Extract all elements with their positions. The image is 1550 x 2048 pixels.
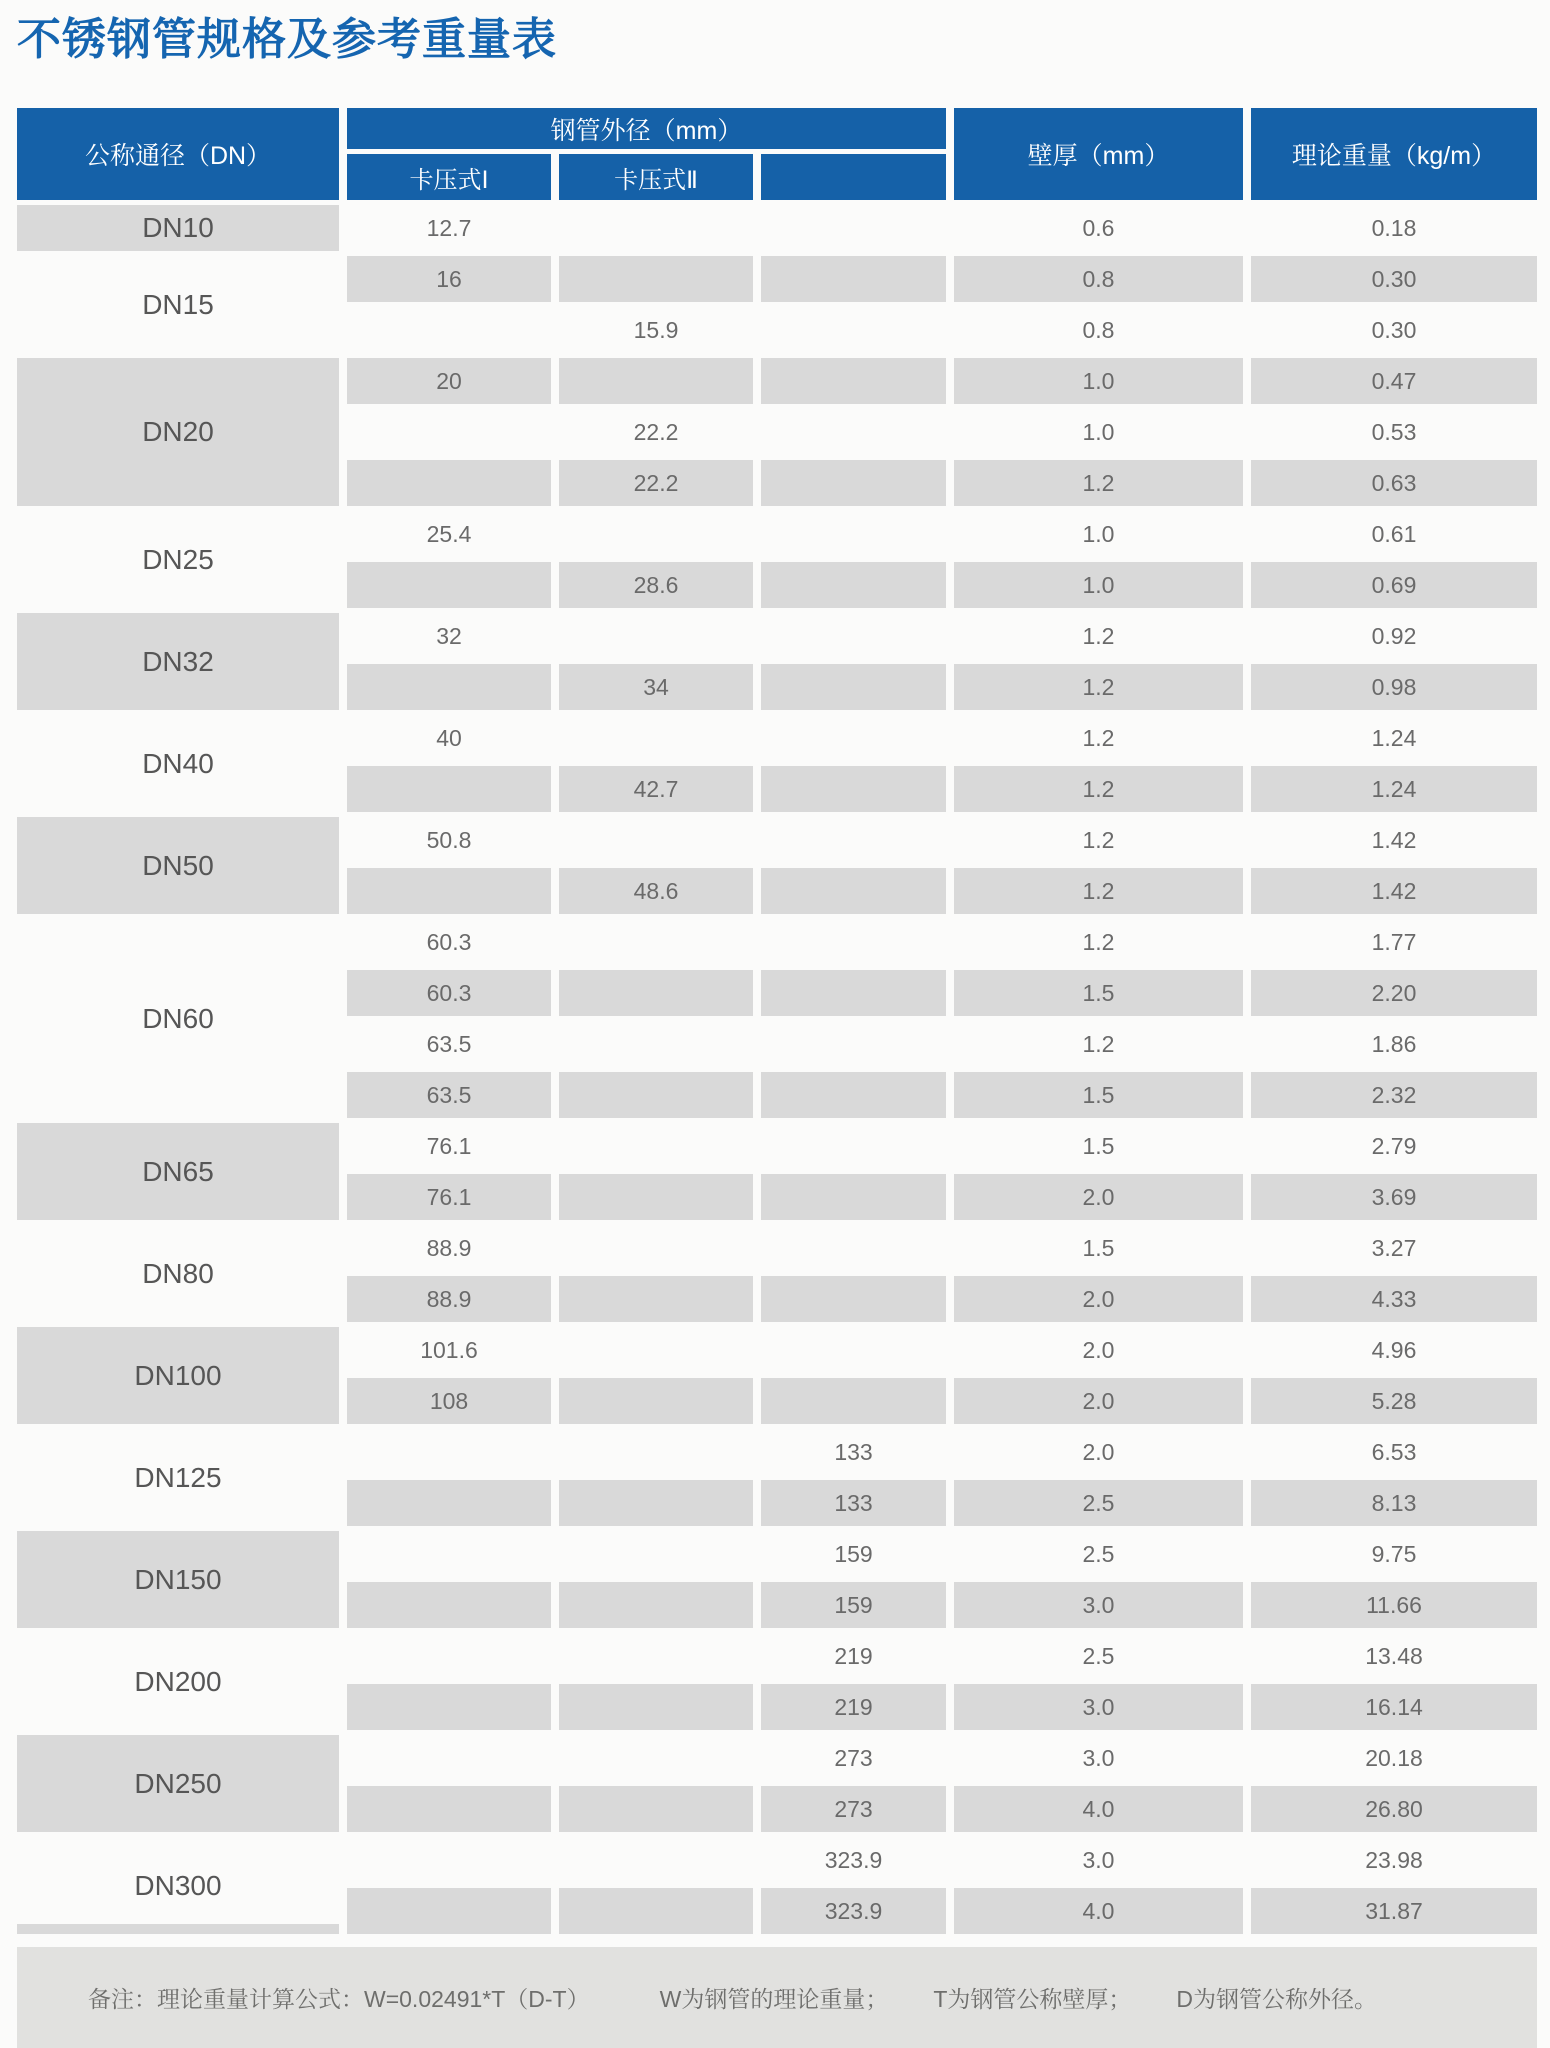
empty-cell bbox=[559, 1225, 753, 1271]
empty-cell bbox=[761, 562, 946, 608]
header-wall-thickness: 壁厚（mm） bbox=[954, 108, 1243, 200]
od-value: 48.6 bbox=[559, 868, 753, 914]
empty-cell bbox=[761, 664, 946, 710]
empty-cell bbox=[347, 460, 551, 506]
empty-cell bbox=[347, 409, 551, 455]
thickness-value: 1.0 bbox=[954, 562, 1243, 608]
empty-cell bbox=[559, 970, 753, 1016]
thickness-value: 2.0 bbox=[1082, 1438, 1115, 1465]
weight-value: 23.98 bbox=[1365, 1846, 1423, 1873]
od-value: 34 bbox=[559, 664, 753, 710]
page-title: 不锈钢管规格及参考重量表 bbox=[17, 15, 557, 64]
note-d-definition: D为钢管公称外径。 bbox=[1176, 1986, 1378, 2012]
weight-value: 1.86 bbox=[1371, 1030, 1417, 1057]
weight-value: 2.79 bbox=[1371, 1132, 1417, 1159]
empty-cell bbox=[559, 613, 753, 659]
footer-note bbox=[17, 1947, 1537, 2048]
weight-value: 0.47 bbox=[1251, 358, 1537, 404]
od-value: 101.6 bbox=[420, 1336, 478, 1363]
thickness-value: 3.0 bbox=[1082, 1744, 1115, 1771]
thickness-value: 2.0 bbox=[954, 1276, 1243, 1322]
weight-value: 0.53 bbox=[1371, 418, 1417, 445]
od-value: 25.4 bbox=[426, 520, 472, 547]
empty-cell bbox=[559, 205, 753, 251]
weight-value: 3.27 bbox=[1371, 1234, 1417, 1261]
thickness-value: 1.2 bbox=[954, 868, 1243, 914]
empty-cell bbox=[761, 1072, 946, 1118]
empty-cell bbox=[347, 1633, 551, 1679]
od-value: 63.5 bbox=[426, 1030, 472, 1057]
od-value: 60.3 bbox=[426, 928, 472, 955]
empty-cell bbox=[559, 1735, 753, 1781]
empty-cell bbox=[761, 970, 946, 1016]
empty-cell bbox=[761, 1378, 946, 1424]
od-value: 219 bbox=[761, 1684, 946, 1730]
od-value: 60.3 bbox=[347, 970, 551, 1016]
od-value: 32 bbox=[436, 622, 462, 649]
empty-cell bbox=[761, 460, 946, 506]
weight-value: 2.20 bbox=[1251, 970, 1537, 1016]
empty-cell bbox=[559, 1072, 753, 1118]
note-w-definition: W为钢管的理论重量； bbox=[659, 1986, 889, 2012]
dn-cell-dn125: DN125 bbox=[134, 1461, 222, 1493]
empty-cell bbox=[761, 919, 946, 965]
thickness-value: 2.5 bbox=[1082, 1540, 1115, 1567]
thickness-value: 1.5 bbox=[1082, 1132, 1115, 1159]
empty-cell bbox=[559, 511, 753, 557]
empty-cell bbox=[761, 1123, 946, 1169]
empty-cell bbox=[347, 1786, 551, 1832]
thickness-value: 2.5 bbox=[1082, 1642, 1115, 1669]
od-value: 16 bbox=[347, 256, 551, 302]
thickness-value: 1.5 bbox=[954, 1072, 1243, 1118]
od-value: 22.2 bbox=[559, 460, 753, 506]
dn-cell-dn300: DN300 bbox=[17, 1837, 339, 1934]
weight-value: 0.98 bbox=[1251, 664, 1537, 710]
thickness-value: 2.0 bbox=[954, 1174, 1243, 1220]
thickness-value: 1.0 bbox=[1082, 520, 1115, 547]
thickness-value: 1.5 bbox=[1082, 1234, 1115, 1261]
thickness-value: 1.2 bbox=[1082, 1030, 1115, 1057]
thickness-value: 1.2 bbox=[954, 460, 1243, 506]
thickness-value: 3.0 bbox=[954, 1684, 1243, 1730]
thickness-value: 1.2 bbox=[1082, 622, 1115, 649]
empty-cell bbox=[761, 1174, 946, 1220]
od-value: 40 bbox=[436, 724, 462, 751]
header-nominal-diameter: 公称通径（DN） bbox=[17, 108, 339, 200]
dn-cell-dn250: DN250 bbox=[17, 1735, 339, 1832]
od-value: 88.9 bbox=[347, 1276, 551, 1322]
weight-value: 13.48 bbox=[1365, 1642, 1423, 1669]
empty-cell bbox=[761, 1276, 946, 1322]
empty-cell bbox=[559, 715, 753, 761]
dn-cell-dn60: DN60 bbox=[142, 1002, 214, 1034]
header-press-type-2: 卡压式Ⅱ bbox=[559, 154, 753, 200]
od-value: 28.6 bbox=[559, 562, 753, 608]
empty-cell bbox=[761, 511, 946, 557]
weight-value: 4.33 bbox=[1251, 1276, 1537, 1322]
dn-cell-dn100: DN100 bbox=[17, 1327, 339, 1424]
empty-cell bbox=[347, 1480, 551, 1526]
weight-value: 5.28 bbox=[1251, 1378, 1537, 1424]
od-value: 76.1 bbox=[347, 1174, 551, 1220]
empty-cell bbox=[559, 1888, 753, 1934]
od-value: 63.5 bbox=[347, 1072, 551, 1118]
header-sub-blank bbox=[761, 154, 946, 200]
thickness-value: 1.0 bbox=[1082, 418, 1115, 445]
thickness-value: 1.5 bbox=[954, 970, 1243, 1016]
weight-value: 2.32 bbox=[1251, 1072, 1537, 1118]
dn-cell-dn40: DN40 bbox=[142, 747, 214, 779]
empty-cell bbox=[761, 409, 946, 455]
od-value: 12.7 bbox=[426, 214, 472, 241]
empty-cell bbox=[559, 1021, 753, 1067]
weight-value: 31.87 bbox=[1251, 1888, 1537, 1934]
empty-cell bbox=[761, 256, 946, 302]
empty-cell bbox=[761, 358, 946, 404]
weight-value: 1.77 bbox=[1371, 928, 1417, 955]
thickness-value: 4.0 bbox=[954, 1888, 1243, 1934]
empty-cell bbox=[347, 1531, 551, 1577]
od-value: 133 bbox=[834, 1438, 873, 1465]
thickness-value: 1.2 bbox=[954, 664, 1243, 710]
od-value: 50.8 bbox=[426, 826, 472, 853]
od-value: 159 bbox=[761, 1582, 946, 1628]
empty-cell bbox=[761, 205, 946, 251]
thickness-value: 1.2 bbox=[954, 766, 1243, 812]
empty-cell bbox=[559, 358, 753, 404]
weight-value: 4.96 bbox=[1371, 1336, 1417, 1363]
thickness-value: 1.2 bbox=[1082, 928, 1115, 955]
empty-cell bbox=[761, 1021, 946, 1067]
dn-cell-dn32: DN32 bbox=[17, 613, 339, 710]
thickness-value: 0.8 bbox=[1082, 316, 1115, 343]
weight-value: 26.80 bbox=[1251, 1786, 1537, 1832]
empty-cell bbox=[559, 817, 753, 863]
weight-value: 0.18 bbox=[1371, 214, 1417, 241]
od-value: 323.9 bbox=[761, 1888, 946, 1934]
empty-cell bbox=[559, 1786, 753, 1832]
header-press-type-1: 卡压式Ⅰ bbox=[347, 154, 551, 200]
weight-value: 1.24 bbox=[1251, 766, 1537, 812]
dn-cell-dn80: DN80 bbox=[142, 1257, 214, 1289]
weight-value: 11.66 bbox=[1251, 1582, 1537, 1628]
thickness-value: 1.2 bbox=[1082, 826, 1115, 853]
od-value: 20 bbox=[347, 358, 551, 404]
dn-cell-dn20: DN20 bbox=[17, 358, 339, 506]
empty-cell bbox=[559, 1480, 753, 1526]
weight-value: 1.42 bbox=[1371, 826, 1417, 853]
dn-cell-dn25: DN25 bbox=[142, 543, 214, 575]
dn-cell-dn10: DN10 bbox=[17, 205, 339, 251]
empty-cell bbox=[347, 1429, 551, 1475]
empty-cell bbox=[559, 1276, 753, 1322]
od-value: 108 bbox=[347, 1378, 551, 1424]
weight-value: 16.14 bbox=[1251, 1684, 1537, 1730]
empty-cell bbox=[347, 664, 551, 710]
thickness-value: 2.0 bbox=[1082, 1336, 1115, 1363]
empty-cell bbox=[559, 1837, 753, 1883]
od-value: 273 bbox=[834, 1744, 873, 1771]
weight-value: 6.53 bbox=[1371, 1438, 1417, 1465]
od-value: 15.9 bbox=[633, 316, 679, 343]
weight-value: 1.24 bbox=[1371, 724, 1417, 751]
thickness-value: 3.0 bbox=[1082, 1846, 1115, 1873]
empty-cell bbox=[347, 562, 551, 608]
empty-cell bbox=[559, 1582, 753, 1628]
thickness-value: 0.6 bbox=[1082, 214, 1115, 241]
empty-cell bbox=[559, 1174, 753, 1220]
empty-cell bbox=[761, 613, 946, 659]
weight-value: 1.42 bbox=[1251, 868, 1537, 914]
weight-value: 8.13 bbox=[1251, 1480, 1537, 1526]
note-formula: 备注：理论重量计算公式：W=0.02491*T（D-T） bbox=[88, 1986, 590, 2012]
spec-table bbox=[17, 108, 1537, 1934]
thickness-value: 1.2 bbox=[1082, 724, 1115, 751]
empty-cell bbox=[347, 1735, 551, 1781]
empty-cell bbox=[559, 1633, 753, 1679]
empty-cell bbox=[761, 766, 946, 812]
empty-cell bbox=[347, 1837, 551, 1883]
empty-cell bbox=[559, 919, 753, 965]
dn-cell-dn65: DN65 bbox=[17, 1123, 339, 1220]
empty-cell bbox=[761, 868, 946, 914]
weight-value: 9.75 bbox=[1371, 1540, 1417, 1567]
thickness-value: 1.0 bbox=[954, 358, 1243, 404]
empty-cell bbox=[559, 1531, 753, 1577]
od-value: 76.1 bbox=[426, 1132, 472, 1159]
empty-cell bbox=[761, 307, 946, 353]
empty-cell bbox=[761, 817, 946, 863]
weight-value: 20.18 bbox=[1365, 1744, 1423, 1771]
empty-cell bbox=[347, 1582, 551, 1628]
od-value: 273 bbox=[761, 1786, 946, 1832]
weight-value: 0.61 bbox=[1371, 520, 1417, 547]
empty-cell bbox=[347, 868, 551, 914]
weight-value: 0.92 bbox=[1371, 622, 1417, 649]
od-value: 22.2 bbox=[633, 418, 679, 445]
weight-value: 0.30 bbox=[1371, 316, 1417, 343]
dn-cell-dn15: DN15 bbox=[142, 288, 214, 320]
empty-cell bbox=[761, 715, 946, 761]
empty-cell bbox=[347, 1888, 551, 1934]
thickness-value: 4.0 bbox=[954, 1786, 1243, 1832]
empty-cell bbox=[559, 1327, 753, 1373]
od-value: 159 bbox=[834, 1540, 873, 1567]
note-t-definition: T为钢管公称壁厚； bbox=[933, 1986, 1132, 2012]
dn-cell-dn50: DN50 bbox=[17, 817, 339, 914]
dn-cell-dn150: DN150 bbox=[17, 1531, 339, 1628]
empty-cell bbox=[559, 256, 753, 302]
od-value: 323.9 bbox=[824, 1846, 883, 1873]
thickness-value: 0.8 bbox=[954, 256, 1243, 302]
weight-value: 0.30 bbox=[1251, 256, 1537, 302]
empty-cell bbox=[347, 766, 551, 812]
thickness-value: 2.5 bbox=[954, 1480, 1243, 1526]
header-theoretical-weight: 理论重量（kg/m） bbox=[1251, 108, 1537, 200]
empty-cell bbox=[347, 307, 551, 353]
empty-cell bbox=[559, 1378, 753, 1424]
od-value: 88.9 bbox=[426, 1234, 472, 1261]
dn-column-bottom-cap bbox=[17, 1924, 339, 1934]
dn-cell-dn200: DN200 bbox=[134, 1665, 222, 1697]
thickness-value: 2.0 bbox=[954, 1378, 1243, 1424]
weight-value: 0.69 bbox=[1251, 562, 1537, 608]
empty-cell bbox=[559, 1684, 753, 1730]
empty-cell bbox=[761, 1327, 946, 1373]
weight-value: 0.63 bbox=[1251, 460, 1537, 506]
thickness-value: 3.0 bbox=[954, 1582, 1243, 1628]
header-outer-diameter-group: 钢管外径（mm） bbox=[347, 108, 946, 149]
empty-cell bbox=[559, 1123, 753, 1169]
empty-cell bbox=[559, 1429, 753, 1475]
od-value: 219 bbox=[834, 1642, 873, 1669]
od-value: 133 bbox=[761, 1480, 946, 1526]
empty-cell bbox=[761, 1225, 946, 1271]
empty-cell bbox=[347, 1684, 551, 1730]
od-value: 42.7 bbox=[559, 766, 753, 812]
weight-value: 3.69 bbox=[1251, 1174, 1537, 1220]
